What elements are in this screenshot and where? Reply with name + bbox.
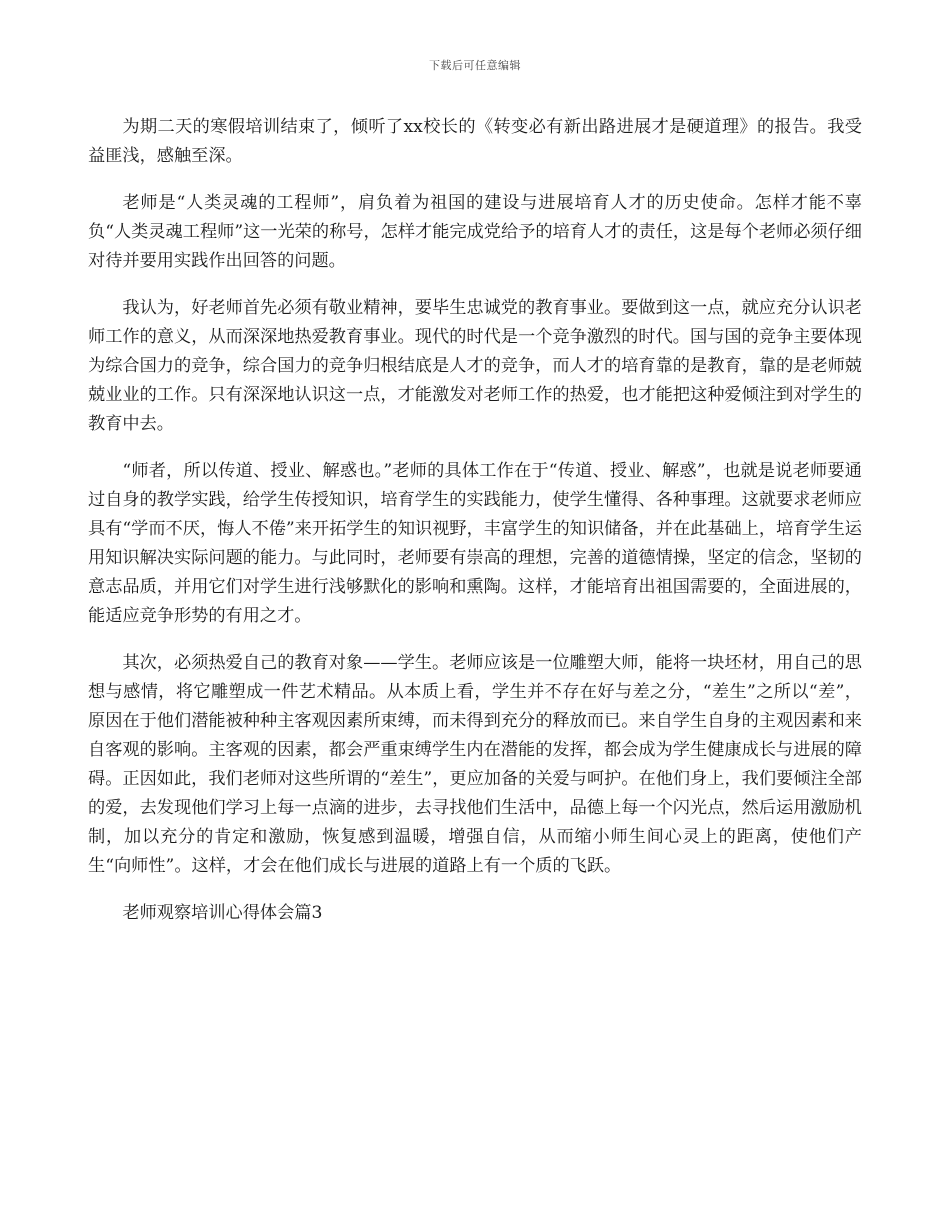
paragraph-dedication: 我认为，好老师首先必须有敬业精神，要毕生忠诚党的教育事业。要做到这一点，就应充分认识老师工作的意义，从而深深地热爱教育事业。现代的时代是一个竞争激烈的时代。国与国的竞争主要体现为综合国力的竞争，综合国力的竞争归根结底是人才的竞争，而人才的培育靠的是教育，靠的是老师兢兢业业的工作。只有深深地认识这一点，才能激发对老师工作的热爱，也才能把这种爱倾注到对学生的教育中去。 [88,298,862,434]
paragraph-teacher-mission: 老师是“人类灵魂的工程师”，肩负着为祖国的建设与进展培育人才的历史使命。怎样才能不辜负“人类灵魂工程师”这一光荣的称号，怎样才能完成党给予的培育人才的责任，这是每个老师必须仔细对待并要用实践作出回答的问题。 [88,193,862,271]
paragraph-love-students: 其次，必须热爱自己的教育对象——学生。老师应该是一位雕塑大师，能将一块坯材，用自己的思想与感情，将它雕塑成一件艺术精品。从本质上看，学生并不存在好与差之分，“差生”之所以“差”，原因在于他们潜能被种种主客观因素所束缚，而未得到充分的释放而已。来自学生自身的主观因素和来自客观的影响。主客观的因素，都会严重束缚学生内在潜能的发挥，都会成为学生健康成长与进展的障碍。正因如此，我们老师对这些所谓的“差生”，更应加备的关爱与呵护。在他们身上，我们要倾注全部的爱，去发现他们学习上每一点滴的进步，去寻找他们生活中，品德上每一个闪光点，然后运用激励机制，加以充分的肯定和激励，恢复感到温暖，增强自信，从而缩小师生间心灵上的距离，使他们产生“向师性”。这样，才会在他们成长与进展的道路上有一个质的飞跃。 [88,653,862,876]
page-header-note: 下载后可任意编辑 [429,59,521,72]
paragraph-teaching-role: “师者，所以传道、授业、解惑也。”老师的具体工作在于“传道、授业、解惑”，也就是说老师要通过自身的教学实践，给学生传授知识，培育学生的实践能力，使学生懂得、各种事理。这就要求老师应具有“学而不厌，悔人不倦”来开拓学生的知识视野，丰富学生的知识储备，并在此基础上，培育学生运用知识解决实际问题的能力。与此同时，老师要有崇高的理想，完善的道德情操，坚定的信念，坚韧的意志品质，并用它们对学生进行浅够默化的影响和熏陶。这样，才能培育出祖国需要的，全面进展的，能适应竞争形势的有用之才。 [88,461,862,626]
section-title: 老师观察培训心得体会篇3 [122,903,323,923]
paragraph-intro: 为期二天的寒假培训结束了，倾听了xx校长的《转变必有新出路进展才是硬道理》的报告。我受益匪浅，感触至深。 [88,117,862,166]
document-body [88,113,862,946]
